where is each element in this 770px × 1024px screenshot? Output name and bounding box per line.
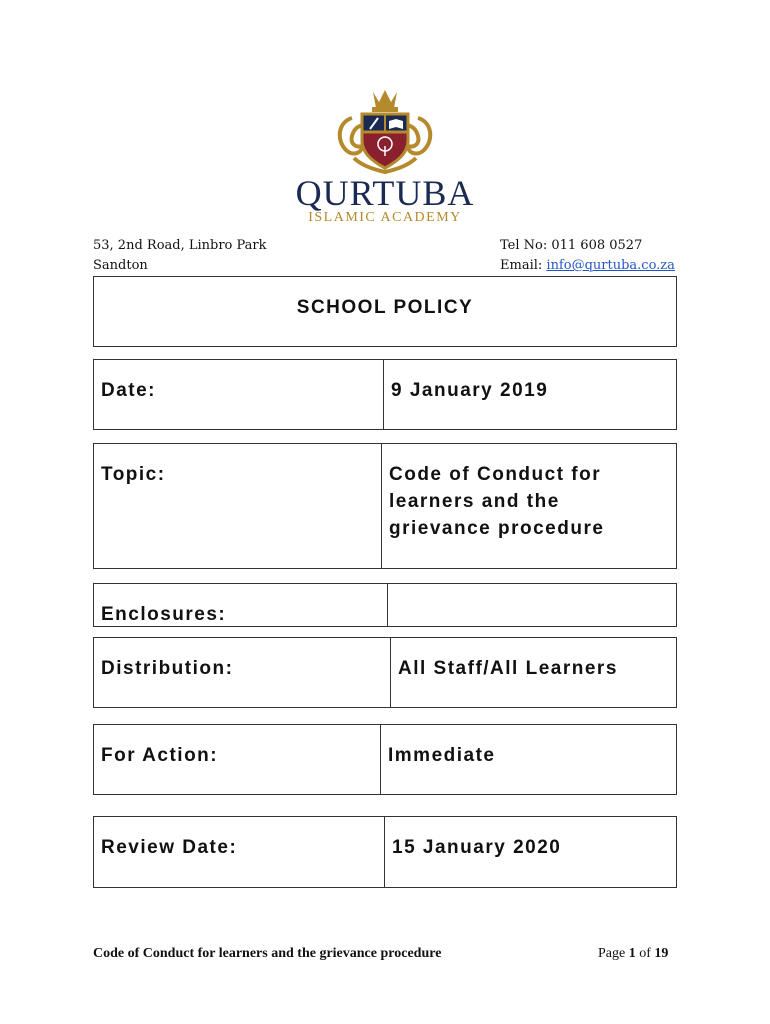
for-action-row xyxy=(93,724,677,795)
topic-value xyxy=(389,461,604,542)
review-date-value-cell xyxy=(384,817,676,887)
date-label-cell xyxy=(94,360,383,429)
date-value: 9 January 2019 xyxy=(391,380,549,401)
distribution-label: Distribution: xyxy=(101,658,234,679)
topic-value-line: grievance procedure xyxy=(389,518,605,539)
enclosures-label: Enclosures: xyxy=(101,604,227,625)
crest-emblem-icon xyxy=(332,88,438,176)
page-word: Page xyxy=(598,946,626,961)
topic-value-cell xyxy=(381,444,676,568)
topic-value-line: learners and the xyxy=(389,491,560,512)
distribution-row xyxy=(93,637,677,708)
enclosures-label-cell xyxy=(94,584,387,626)
page-total: 19 xyxy=(654,946,669,961)
policy-title-box xyxy=(93,276,677,347)
email-line xyxy=(500,256,675,276)
for-action-label-cell xyxy=(94,725,380,794)
enclosures-value-cell xyxy=(387,584,676,626)
date-value-cell xyxy=(383,360,676,429)
page-current: 1 xyxy=(628,946,636,961)
review-date-label: Review Date: xyxy=(101,837,238,858)
review-date-row xyxy=(93,816,677,888)
school-logo xyxy=(290,88,480,230)
page-number xyxy=(598,946,668,962)
topic-row xyxy=(93,443,677,569)
contact-block xyxy=(500,236,675,276)
email-link[interactable]: info@qurtuba.co.za xyxy=(546,258,675,273)
footer-document-title: Code of Conduct for learners and the grievance procedure xyxy=(93,946,442,961)
topic-label: Topic: xyxy=(101,464,166,485)
address-line-1: 53, 2nd Road, Linbro Park xyxy=(93,238,267,253)
date-label: Date: xyxy=(101,380,157,401)
for-action-label: For Action: xyxy=(101,745,219,766)
distribution-value: All Staff/All Learners xyxy=(398,658,618,679)
page-of: of xyxy=(639,946,651,961)
telephone: Tel No: 011 608 0527 xyxy=(500,238,643,253)
topic-value-line: Code of Conduct for xyxy=(389,464,602,485)
date-row xyxy=(93,359,677,430)
review-date-label-cell xyxy=(94,817,384,887)
brand-subtitle: ISLAMIC ACADEMY xyxy=(308,210,462,225)
email-label: Email: xyxy=(500,258,543,273)
enclosures-row xyxy=(93,583,677,627)
brand-name: QURTUBA xyxy=(295,173,475,213)
for-action-value: Immediate xyxy=(388,745,496,766)
distribution-label-cell xyxy=(94,638,390,707)
page-title: SCHOOL POLICY xyxy=(296,297,474,318)
for-action-value-cell xyxy=(380,725,676,794)
review-date-value: 15 January 2020 xyxy=(392,837,562,858)
topic-label-cell xyxy=(94,444,381,568)
distribution-value-cell xyxy=(390,638,676,707)
address-line-2: Sandton xyxy=(93,258,148,273)
address-block xyxy=(93,236,267,276)
